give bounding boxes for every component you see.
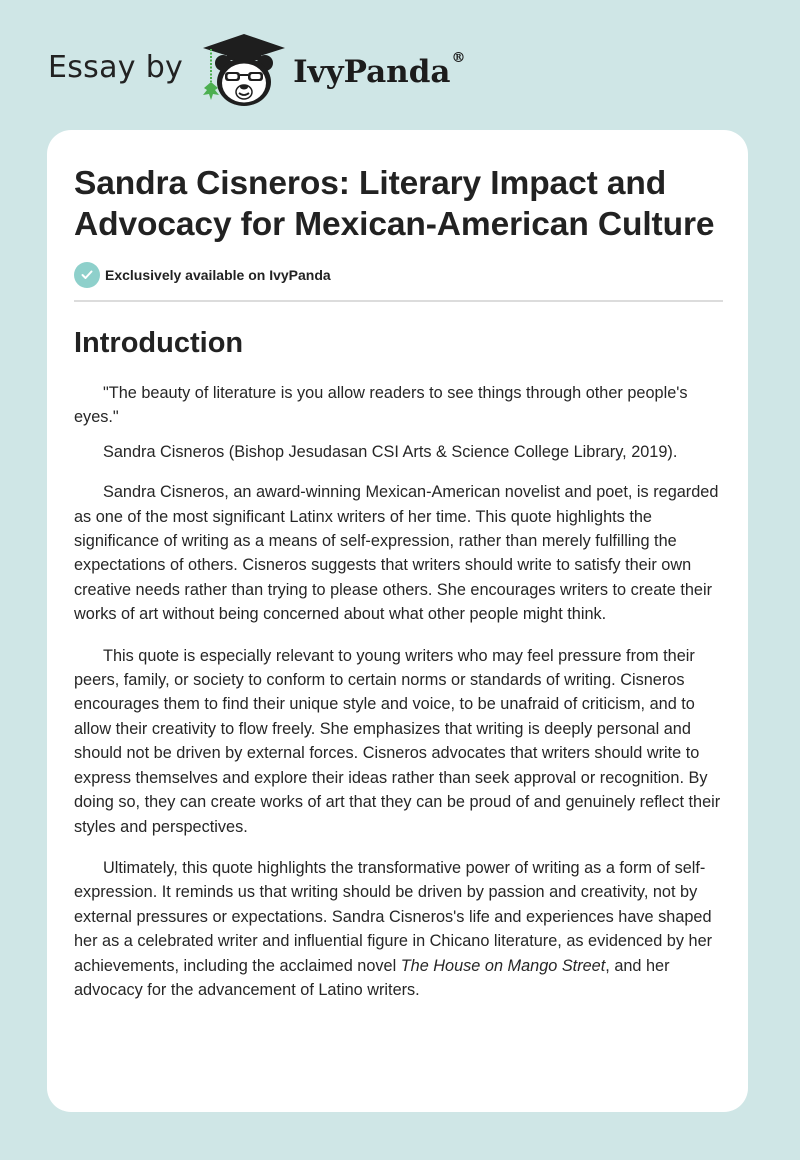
exclusive-badge-text: Exclusively available on IvyPanda <box>105 267 331 283</box>
quote-paragraph: "The beauty of literature is you allow readers to see things through other people's eyes." <box>74 384 688 427</box>
brand-logo-text[interactable]: IvyPanda® <box>293 50 466 90</box>
essay-card <box>47 130 748 1112</box>
book-title: The House on Mango Street <box>400 956 606 975</box>
panda-graduation-cap-icon[interactable] <box>201 32 287 108</box>
check-circle-icon <box>74 262 100 288</box>
exclusive-badge <box>74 262 722 288</box>
quote-attribution: Sandra Cisneros (Bishop Jesudasan CSI Arts & Science College Library, 2019). <box>103 442 678 461</box>
essay-by-label: Essay by <box>48 49 184 85</box>
site-header <box>48 30 466 110</box>
body-paragraph: Sandra Cisneros, an award-winning Mexican-American novelist and poet, is regarded as one of the most significant Latinx writers of her time. This quote highlights the significance of writing as a means of self-expression, rather than merely fulfilling the expectations of others. Cisneros suggests that writers should write to satisfy their own creative needs rather than trying to please others. She encourages writers to create their works of art without being concerned about what other people might think. <box>74 483 719 624</box>
body-paragraph: Ultimately, this quote highlights the transformative power of writing as a form of self-expression. It reminds us that writing should be driven by passion and creativity, not by external pressures or expectations. Sandra Cisneros's life and experiences have shaped her as a celebrated writer and influential figure in Chicano literature, as evidenced by her achievements, including the acclaimed novel The House on Mango Street, and her advocacy for the advancement of Latino writers. <box>74 858 713 999</box>
section-introduction <box>74 325 722 1002</box>
title-divider <box>74 300 723 302</box>
section-heading: Introduction <box>74 327 244 359</box>
body-paragraph: This quote is especially relevant to young writers who may feel pressure from their peers, family, or society to conform to certain norms or standards of writing. Cisneros encourages them to find their unique style and voice, to be unafraid of criticism, and to allow their creativity to flow freely. She emphasizes that writing is deeply personal and should not be driven by external forces. Cisneros advocates that writers should write to express themselves and explore their ideas rather than seek approval or recognition. By doing so, they can create works of art that they can be proud of and genuinely reflect their styles and perspectives. <box>74 646 721 836</box>
essay-title: Sandra Cisneros: Literary Impact and Advocacy for Mexican-American Culture <box>74 165 715 243</box>
